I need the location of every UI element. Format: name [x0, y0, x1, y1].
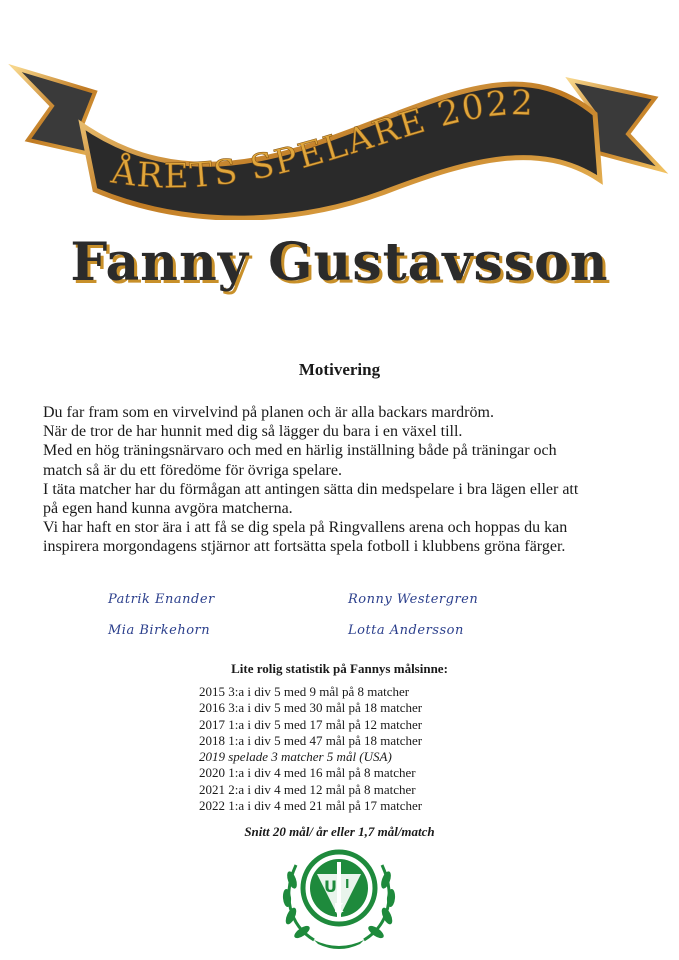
stats-row: 2017 1:a i div 5 med 17 mål på 12 matcher [199, 716, 423, 732]
logo-letter: U [324, 877, 337, 896]
motivation-text [43, 403, 653, 557]
signature: Ronny Westergren [348, 592, 479, 607]
stats-summary: Snitt 20 mål/ år eller 1,7 mål/match [244, 824, 435, 839]
signatures [108, 592, 528, 642]
motivation-line: inspirera morgondagens stjärnor att fortsätta spela fotboll i klubbens gröna färger. [43, 538, 566, 556]
motivation-line: match så är du ett föredöme för övriga spelare. [43, 461, 342, 479]
stats-row: 2015 3:a i div 5 med 9 mål på 8 matcher [199, 684, 410, 699]
player-name: Fanny Gustavsson [70, 232, 609, 293]
motivation-line: När de tror de har hunnit med dig så lägger du bara i en växel till. [43, 423, 463, 441]
stats-row: 2018 1:a i div 5 med 47 mål på 18 matcher [199, 732, 423, 748]
stats-heading: Lite rolig statistik på Fannys målsinne: [231, 661, 448, 676]
logo-letter: I [345, 877, 350, 891]
stats-row: 2016 3:a i div 5 med 30 mål på 18 matcher [199, 700, 423, 716]
motivation-line: på egen hand kunna avgöra matcherna. [43, 500, 293, 518]
stats-row: 2022 1:a i div 4 med 21 mål på 17 matcher [199, 798, 423, 814]
title-banner [0, 30, 679, 220]
logo-letter: K [334, 901, 344, 915]
motivation-line: Med en hög träningsnärvaro och med en härlig inställning både på träningar och [43, 442, 557, 460]
stats-row: 2020 1:a i div 4 med 16 mål på 8 matcher [199, 765, 416, 781]
motivation-line: Vi har haft en stor ära i att få se dig spela på Ringvallens arena och hoppas du kan [43, 519, 568, 537]
ribbon-banner-graphic [0, 30, 679, 220]
signature: Patrik Enander [108, 592, 215, 607]
signature: Lotta Andersson [348, 623, 464, 638]
laurel-wreath-icon [274, 840, 404, 950]
motivation-heading: Motivering [298, 360, 381, 379]
club-logo-icon [274, 840, 404, 950]
stats-list [199, 684, 499, 814]
motivation-line: Du far fram som en virvelvind på planen och är alla backars mardröm. [43, 404, 494, 421]
signature: Mia Birkehorn [108, 623, 211, 638]
banner-title: ÅRETS SPELARE 2022 [108, 83, 536, 197]
stats-row: 2019 spelade 3 matcher 5 mål (USA) [199, 749, 392, 765]
motivation-line: I täta matcher har du förmågan att antingen sätta din medspelare i bra lägen eller att [43, 480, 579, 498]
stats-row: 2021 2:a i div 4 med 12 mål på 8 matcher [199, 781, 416, 797]
